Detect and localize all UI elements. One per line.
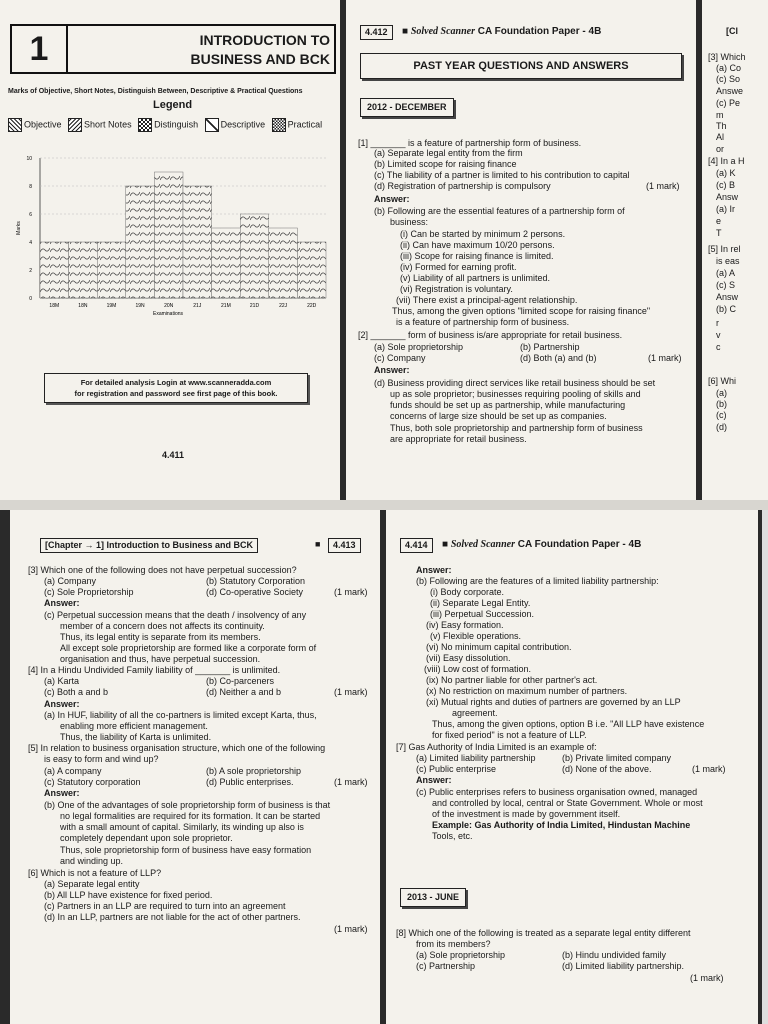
solved-scanner-logo: Solved Scanner: [410, 26, 475, 37]
edge-line: Answ: [716, 192, 739, 202]
text-line: Example: Gas Authority of India Limited, Hindustan Machine: [432, 820, 691, 830]
marks-label: (1 mark): [334, 587, 368, 597]
text-line: organisation and thus, have perpetual succession.: [60, 654, 261, 664]
edge-line: [5] In rel: [708, 244, 741, 254]
edge-line: m: [716, 110, 724, 120]
text-line: Answer:: [374, 194, 410, 204]
page-4414: [386, 510, 758, 1024]
legend-practical: Practical: [287, 119, 323, 130]
objective-swatch: [8, 118, 22, 132]
edge-line: [3] Which: [708, 52, 746, 62]
x-tick-label: 18N: [78, 303, 88, 309]
gutter-bottom-right: [758, 510, 762, 1024]
page-4412: [346, 0, 696, 500]
text-line: agreement.: [452, 708, 498, 718]
marks-label: (1 mark): [646, 181, 680, 191]
edge-line: (b) C: [716, 304, 736, 314]
y-tick-label: 4: [29, 240, 32, 246]
marks-label: (1 mark): [648, 353, 682, 363]
marks-label: (1 mark): [334, 687, 368, 697]
text-line: (v) Flexible operations.: [430, 631, 522, 641]
text-line: and winding up.: [60, 856, 124, 866]
text-line: [4] In a Hindu Undivided Family liability of _______ is unlimited.: [28, 665, 281, 675]
running-header-4414: ■ Solved Scanner CA Foundation Paper - 4B: [442, 539, 642, 550]
bar: [69, 242, 98, 298]
text-line: Answer:: [44, 699, 80, 709]
bar: [40, 242, 69, 298]
option-d: (d) Public enterprises.: [206, 777, 294, 787]
text-line: [6] Which is not a feature of LLP?: [28, 868, 162, 878]
text-line: [2] _______ form of business is/are appropriate for retail business.: [358, 330, 623, 340]
text-line: [1] _______ is a feature of partnership form of business.: [358, 138, 582, 148]
x-tick-label: 21D: [249, 303, 260, 309]
marks-label: (1 mark): [334, 924, 368, 934]
text-line: (c) Perpetual succession means that the death / insolvency of any: [44, 610, 307, 620]
text-line: is a feature of partnership form of business.: [396, 317, 570, 327]
bar: [297, 242, 326, 298]
text-line: Tools, etc.: [432, 831, 473, 841]
header-square: ■: [315, 539, 321, 549]
edge-line: or: [716, 144, 725, 154]
gutter-top-right: [696, 0, 702, 500]
edge-line: is eas: [716, 256, 740, 266]
option-d: (d) Co-operative Society: [206, 587, 304, 597]
option-c: (c) Partnership: [416, 961, 476, 971]
text-line: (i) Can be started by minimum 2 persons.: [400, 229, 566, 239]
text-line: (d) Registration of partnership is compulsory: [374, 181, 551, 191]
text-line: (viii) Low cost of formation.: [424, 664, 532, 674]
text-line: (ii) Can have maximum 10/20 persons.: [400, 240, 555, 250]
text-line: All except sole proprietorship are formed like a corporate form of: [60, 643, 317, 653]
text-line: enabling more efficient management.: [60, 721, 208, 731]
bar: [240, 214, 269, 298]
page-number-4413: 4.413: [328, 538, 361, 553]
option-b: (b) Hindu undivided family: [562, 950, 667, 960]
text-line: funds should be set up as partnership, while manufacturing: [390, 400, 626, 410]
text-line: (a) Limited liability partnership: [416, 753, 536, 763]
text-line: of the investment is made by government itself.: [432, 809, 621, 819]
bar: [212, 228, 241, 298]
option-b: (b) Private limited company: [562, 753, 672, 763]
q8-line2: from its members?: [416, 939, 491, 949]
book-title: CA Foundation Paper - 4B: [477, 26, 602, 37]
page-number-4412: 4.412: [360, 25, 393, 40]
option-d: (d) Both (a) and (b): [520, 353, 597, 363]
text-line: (a) Separate legal entity: [44, 879, 140, 889]
text-line: with a small amount of capital. Similarly, its winding up also is: [60, 822, 304, 832]
text-line: (c) Statutory corporation: [44, 777, 141, 787]
text-line: [3] Which one of the following does not have perpetual succession?: [28, 565, 297, 575]
text-line: (d) Business providing direct services like retail business should be set: [374, 378, 656, 388]
text-line: completely dependant upon sole proprietor.: [60, 833, 233, 843]
text-line: (c) Company: [374, 353, 426, 363]
text-line: is easy to form and wind up?: [44, 754, 159, 764]
edge-line: c: [716, 342, 721, 352]
legend-objective: Objective: [24, 119, 62, 130]
text-line: (c) The liability of a partner is limited to his contribution to capital: [374, 170, 630, 180]
edge-line: (c): [716, 410, 727, 420]
text-line: Answer:: [44, 788, 80, 798]
edge-line: (a) K: [716, 168, 736, 178]
x-tick-label: 20N: [164, 303, 174, 309]
text-line: business:: [390, 217, 429, 227]
text-line: (v) Liability of all partners is unlimited.: [400, 273, 551, 283]
text-line: Thus, the liability of Karta is unlimited.: [60, 732, 212, 742]
edge-line: (a) Ir: [716, 204, 735, 214]
marks-label: (1 mark): [690, 973, 724, 983]
page-edge-bottom: [762, 510, 768, 1024]
text-line: (b) Limited scope for raising finance: [374, 159, 517, 169]
edge-line: T: [716, 228, 722, 238]
text-line: concerns of large size should be set up as companies.: [390, 411, 607, 421]
y-tick-label: 6: [29, 212, 32, 218]
text-line: [5] In relation to business organisation structure, which one of the following: [28, 743, 326, 753]
y-axis-label: Marks: [16, 221, 22, 235]
text-line: (iv) Easy formation.: [426, 620, 504, 630]
text-line: and controlled by local, central or State Government. Whole or most: [432, 798, 703, 808]
option-d: (d) None of the above.: [562, 764, 652, 774]
edge-line: Answe: [716, 86, 744, 96]
bar: [183, 186, 212, 298]
text-line: Thus, among the given options, option B i.e. "All LLP have existence: [432, 719, 705, 729]
text-line: (a) Separate legal entity from the firm: [374, 148, 523, 158]
option-b: (b) Statutory Corporation: [206, 576, 306, 586]
text-line: member of a concern does not affects its continuity.: [60, 621, 265, 631]
page-4411: [0, 0, 340, 500]
chapter-title-box: [64, 24, 336, 74]
option-b: (b) Partnership: [520, 342, 580, 352]
y-tick-label: 2: [29, 268, 32, 274]
text-line: (b) Following are the features of a limited liability partnership:: [416, 576, 659, 586]
y-tick-label: 10: [26, 156, 32, 162]
gutter-middle: [0, 500, 768, 510]
text-line: Thus, both sole proprietorship and partnership form of business: [390, 423, 643, 433]
edge-line: r: [716, 318, 719, 328]
text-line: (xi) Mutual rights and duties of partners are governed by an LLP: [426, 697, 681, 707]
edge-line: [4] In a H: [708, 156, 745, 166]
text-line: (a) In HUF, liability of all the co-partners is limited except Karta, thus,: [44, 710, 317, 720]
edge-line: Answ: [716, 292, 739, 302]
edge-line: Al: [716, 132, 725, 142]
text-line: (c) Public enterprise: [416, 764, 497, 774]
x-tick-label: 18M: [49, 303, 60, 309]
gutter-bottom: [380, 510, 386, 1024]
text-line: (a) Sole proprietorship: [374, 342, 464, 352]
y-tick-label: 8: [29, 184, 32, 190]
text-line: Answer:: [374, 365, 410, 375]
section-2013-june: 2013 - JUNE: [400, 888, 466, 907]
text-line: (iv) Formed for earning profit.: [400, 262, 517, 272]
text-line: (vii) Easy dissolution.: [426, 653, 511, 663]
text-line: (vii) There exist a principal-agent relationship.: [396, 295, 578, 305]
edge-line: (d): [716, 422, 727, 432]
text-line: (ii) Separate Legal Entity.: [430, 598, 531, 608]
x-tick-label: 21J: [193, 303, 202, 309]
login-line2: for registration and password see first page of this book.: [74, 389, 278, 398]
text-line: Answer:: [416, 565, 452, 575]
x-axis-label: Examinations: [152, 311, 184, 317]
option-b: (b) A sole proprietorship: [206, 766, 302, 776]
chapter-number-box: 1: [10, 24, 68, 74]
text-line: (x) No restriction on maximum number of partners.: [426, 686, 628, 696]
short-notes-swatch: [68, 118, 82, 132]
chapter-header: [Chapter → 1] Introduction to Business and BCK: [40, 538, 258, 553]
text-line: up as sole proprietor; businesses requiring pooling of skills and: [390, 389, 641, 399]
chapter-title-line1: INTRODUCTION TO: [199, 32, 330, 48]
option-d: (d) Limited liability partnership.: [562, 961, 685, 971]
page-4413: [10, 510, 380, 1024]
edge-line: [6] Whi: [708, 376, 737, 386]
text-line: (iii) Perpetual Succession.: [430, 609, 535, 619]
x-tick-label: 22D: [307, 303, 317, 309]
x-tick-label: 21M: [221, 303, 231, 309]
text-line: Thus, its legal entity is separate from its members.: [60, 632, 261, 642]
marks-chart: [0, 142, 340, 322]
edge-line: (c) So: [716, 74, 741, 84]
text-line: (vi) No minimum capital contribution.: [426, 642, 572, 652]
edge-header: [Cl: [726, 26, 738, 36]
bar: [269, 228, 298, 298]
text-line: (c) Public enterprises refers to business organisation owned, managed: [416, 787, 698, 797]
edge-line: (a): [716, 388, 727, 398]
legend-title: Legend: [153, 99, 193, 111]
y-tick-label: 0: [29, 296, 32, 302]
practical-swatch: [272, 118, 286, 132]
text-line: (b) Following are the essential features of a partnership form of: [374, 206, 625, 216]
gutter-top: [340, 0, 346, 500]
text-line: (b) All LLP have existence for fixed period.: [44, 890, 213, 900]
text-line: (a) A company: [44, 766, 102, 776]
marks-description: Marks of Objective, Short Notes, Distinguish Between, Descriptive & Practical Questions: [8, 88, 303, 95]
text-line: Thus, sole proprietorship form of business have easy formation: [60, 845, 312, 855]
text-line: Answer:: [416, 775, 452, 785]
x-tick-label: 19N: [135, 303, 145, 309]
bar: [154, 172, 183, 298]
legend-short-notes: Short Notes: [84, 119, 132, 130]
option-b: (b) Co-parceners: [206, 676, 275, 686]
book-title-2: CA Foundation Paper - 4B: [517, 539, 642, 550]
edge-line: (c) Pe: [716, 98, 741, 108]
legend-distinguish: Distinguish: [154, 119, 199, 130]
text-line: [7] Gas Authority of India Limited is an example of:: [396, 742, 597, 752]
text-line: (ix) No partner liable for other partner's act.: [426, 675, 598, 685]
edge-line: (c) B: [716, 180, 735, 190]
text-line: (b) One of the advantages of sole proprietorship form of business is that: [44, 800, 331, 810]
running-header: ■ Solved Scanner CA Foundation Paper - 4B: [402, 26, 602, 37]
edge-line: e: [716, 216, 722, 226]
edge-line: (c) S: [716, 280, 735, 290]
text-line: Thus, among the given options "limited scope for raising finance": [392, 306, 651, 316]
chapter-title-line2: BUSINESS AND BCK: [190, 51, 330, 67]
x-tick-label: 22J: [279, 303, 288, 309]
gutter-bottom-left: [0, 510, 10, 1024]
page-number: 4.411: [162, 450, 185, 460]
text-line: Answer:: [44, 598, 80, 608]
login-line1: For detailed analysis Login at www.scanneradda.com: [80, 378, 272, 387]
marks-label: (1 mark): [692, 764, 726, 774]
text-line: (c) Sole Proprietorship: [44, 587, 134, 597]
edge-line: v: [716, 330, 721, 340]
option-a: (a) Sole proprietorship: [416, 950, 506, 960]
edge-line: Th: [716, 121, 727, 131]
text-line: (d) In an LLP, partners are not liable for the act of other partners.: [44, 912, 301, 922]
text-line: (vi) Registration is voluntary.: [400, 284, 513, 294]
section-2012-december: 2012 - DECEMBER: [360, 98, 454, 117]
q8-line1: [8] Which one of the following is treated as a separate legal entity different: [396, 928, 691, 938]
page-number-4414: 4.414: [400, 538, 433, 553]
text-line: (a) Company: [44, 576, 97, 586]
text-line: (a) Karta: [44, 676, 80, 686]
text-line: no legal formalities are required for its formation. It can be started: [60, 811, 321, 821]
bar: [126, 186, 155, 298]
login-box: [44, 373, 308, 403]
option-d: (d) Neither a and b: [206, 687, 282, 697]
legend-descriptive: Descriptive: [220, 119, 266, 130]
descriptive-swatch: [205, 118, 219, 132]
text-line: are appropriate for retail business.: [390, 434, 527, 444]
text-line: (c) Both a and b: [44, 687, 109, 697]
edge-line: (a) Co: [716, 63, 742, 73]
edge-line: (b): [716, 399, 727, 409]
solved-scanner-logo-2: Solved Scanner: [450, 539, 515, 550]
x-tick-label: 19M: [106, 303, 117, 309]
text-line: (c) Partners in an LLP are required to turn into an agreement: [44, 901, 286, 911]
bar: [97, 242, 126, 298]
pyqa-banner: PAST YEAR QUESTIONS AND ANSWERS: [360, 53, 682, 79]
marks-label: (1 mark): [334, 777, 368, 787]
distinguish-swatch: [138, 118, 152, 132]
legend-row: [8, 118, 322, 132]
text-line: (i) Body corporate.: [430, 587, 505, 597]
edge-line: (a) A: [716, 268, 736, 278]
text-line: (iii) Scope for raising finance is limited.: [400, 251, 554, 261]
text-line: for fixed period" is not a feature of LLP.: [432, 730, 587, 740]
page-edge-top: [702, 0, 768, 500]
